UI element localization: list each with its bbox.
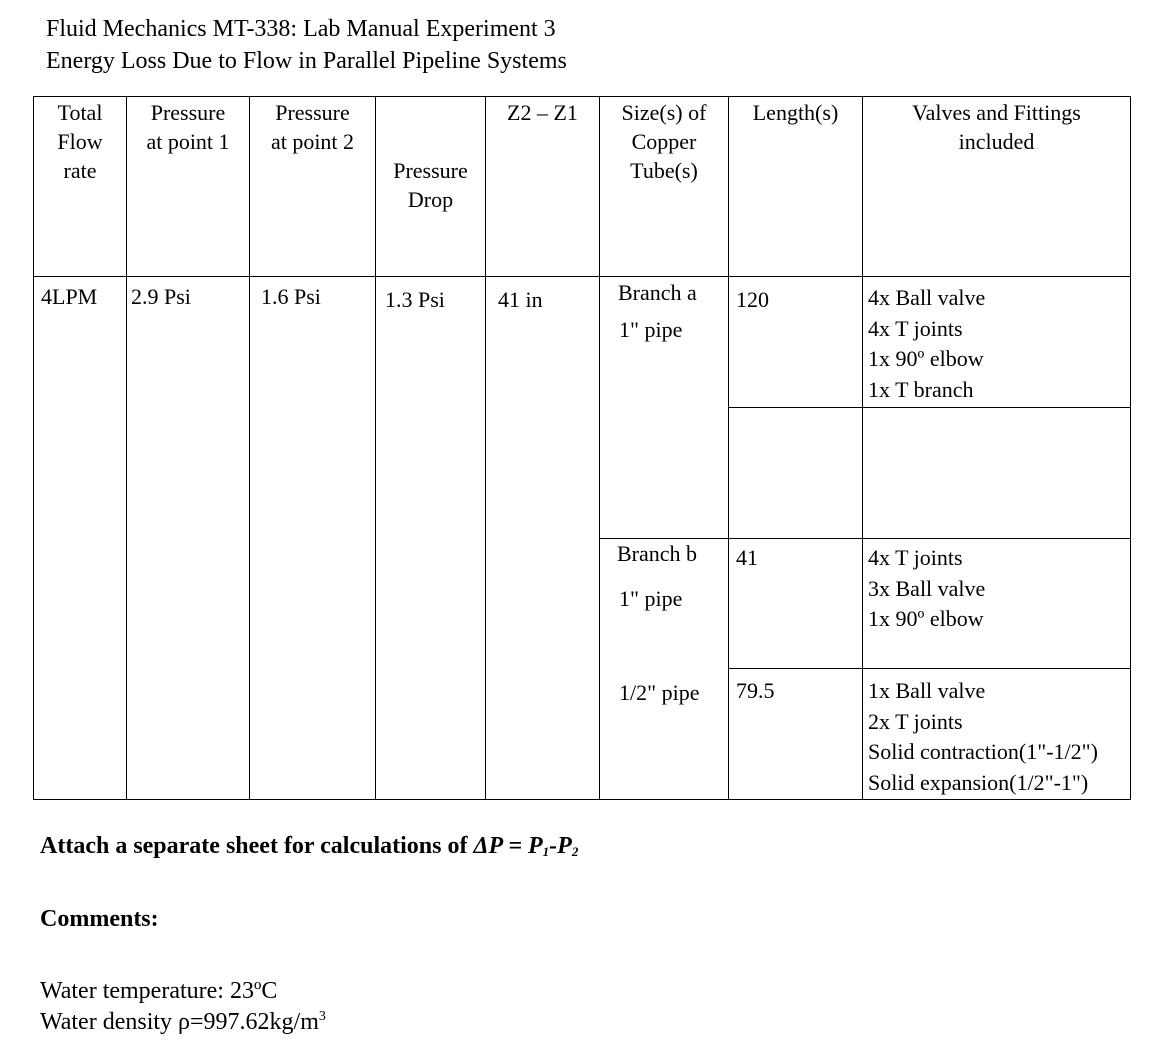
document-subtitle: Energy Loss Due to Flow in Parallel Pipeline Systems xyxy=(46,48,567,74)
water-density xyxy=(40,1009,326,1036)
branch-a-label: Branch a xyxy=(618,280,697,305)
row-divider xyxy=(728,668,1131,669)
header-tube-size xyxy=(600,98,728,185)
formula-part: -P xyxy=(549,833,572,859)
formula-part: ΔP xyxy=(473,833,503,859)
header-pressure-1 xyxy=(127,98,249,156)
header-text: Valves and Fittings xyxy=(912,100,1081,125)
z-difference-value: 41 in xyxy=(498,287,543,312)
header-text: Copper xyxy=(631,129,697,154)
header-pressure-drop xyxy=(376,156,485,214)
header-text: rate xyxy=(63,158,97,183)
header-text: Total xyxy=(57,100,103,125)
header-text: Pressure xyxy=(393,158,468,183)
pressure-1-value: 2.9 Psi xyxy=(131,284,191,309)
branch-b-label: Branch b xyxy=(617,541,698,566)
fitting-item: 2x T joints xyxy=(868,708,963,734)
column-divider xyxy=(599,96,600,800)
header-z-difference xyxy=(486,98,599,127)
fitting-item: 1x T branch xyxy=(868,376,974,402)
water-temperature: Water temperature: 23ºC xyxy=(40,978,278,1004)
table-border-bottom xyxy=(33,799,1131,800)
formula-subscript: 1 xyxy=(542,844,550,859)
delta-p-formula xyxy=(473,833,578,859)
branch-b-half-length: 79.5 xyxy=(736,678,775,703)
header-pressure-2 xyxy=(250,98,375,156)
header-total-flow xyxy=(34,98,126,185)
header-divider xyxy=(33,276,1131,277)
document-title: Fluid Mechanics MT-338: Lab Manual Experiment 3 xyxy=(46,16,556,42)
header-text: Size(s) of xyxy=(621,100,707,125)
fitting-item: 4x T joints xyxy=(868,545,963,570)
fitting-item: 1x 90º elbow xyxy=(868,606,984,631)
header-text: Flow xyxy=(57,129,103,154)
fitting-item: 4x T joints xyxy=(868,315,963,341)
table-border-left xyxy=(33,96,34,800)
water-density-text: Water density ρ=997.62kg/m xyxy=(40,1009,319,1035)
branch-b-half-pipe: 1/2" pipe xyxy=(619,680,700,705)
header-text: at point 2 xyxy=(270,129,355,154)
pressure-drop-value: 1.3 Psi xyxy=(385,287,445,312)
branch-b-half-fittings xyxy=(868,676,1098,798)
branch-a-fittings xyxy=(868,283,985,405)
fitting-item: 3x Ball valve xyxy=(868,575,986,601)
branch-b-pipe: 1" pipe xyxy=(619,586,683,611)
column-divider xyxy=(862,96,863,800)
column-divider xyxy=(728,96,729,800)
total-flow-value: 4LPM xyxy=(41,284,98,309)
water-density-exponent: 3 xyxy=(318,1009,326,1024)
column-divider xyxy=(126,96,127,800)
header-length xyxy=(729,98,862,127)
branch-b-length: 41 xyxy=(736,545,758,570)
results-table xyxy=(33,96,1131,800)
header-text: Drop xyxy=(407,187,454,212)
branch-a-length: 120 xyxy=(736,287,769,312)
pressure-2-value: 1.6 Psi xyxy=(261,284,321,309)
header-text: included xyxy=(958,129,1035,154)
branch-a-pipe: 1" pipe xyxy=(619,317,683,342)
header-text: Z2 – Z1 xyxy=(507,100,578,125)
column-divider xyxy=(249,96,250,800)
fitting-item: Solid contraction(1"-1/2") xyxy=(868,739,1098,764)
fitting-item: Solid expansion(1/2"-1") xyxy=(868,769,1089,795)
header-text: at point 1 xyxy=(146,129,230,154)
header-text: Tube(s) xyxy=(630,158,698,183)
table-border-right xyxy=(1130,96,1131,800)
formula-subscript: 2 xyxy=(571,844,579,859)
fitting-item: 4x Ball valve xyxy=(868,285,986,310)
comments-heading: Comments: xyxy=(40,906,159,932)
header-text: Pressure xyxy=(275,100,350,125)
table-border-top xyxy=(33,96,1131,97)
column-divider xyxy=(485,96,486,800)
attach-instruction xyxy=(40,833,578,860)
header-text: Length(s) xyxy=(752,100,839,125)
formula-part: = P xyxy=(502,833,543,859)
header-valves-fittings xyxy=(863,98,1130,156)
branch-b-fittings xyxy=(868,543,985,635)
row-divider xyxy=(728,407,1131,408)
attach-text: Attach a separate sheet for calculations of xyxy=(40,833,474,859)
fitting-item: 1x 90º elbow xyxy=(868,346,984,371)
header-text: Pressure xyxy=(150,100,226,125)
fitting-item: 1x Ball valve xyxy=(868,678,986,703)
